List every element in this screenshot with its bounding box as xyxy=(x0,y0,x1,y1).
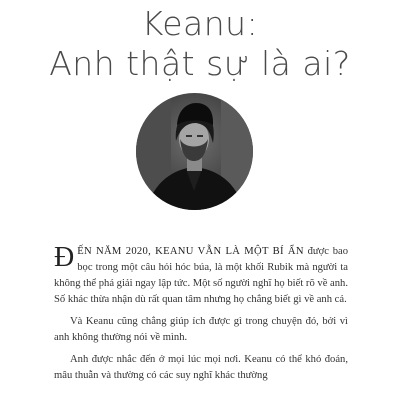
chapter-title xyxy=(0,4,400,84)
paragraph-1 xyxy=(54,244,348,308)
drop-cap: Đ xyxy=(54,242,75,273)
chapter-title-line-1: Keanu: xyxy=(141,4,259,43)
paragraph-2: Và Keanu cũng chẳng giúp ích được gì trong chuyện đó, bởi vì anh không thường nói về mình. xyxy=(54,316,348,343)
paragraph-3: Anh được nhắc đến ở mọi lúc mọi nơi. Keanu có thể khó đoán, mâu thuẫn và thường có các suy nghĩ khác thường xyxy=(54,354,348,381)
paragraph-1-text: được bao bọc trong một câu hỏi hóc búa, là một khối Rubik mà người ta không thể phá giải ngay lập tức. Một số người nghĩ họ biết rõ về anh. Số khác thừa nhận dù rất quan tâm nhưng họ chẳng biết gì về anh cả. xyxy=(54,246,348,305)
chapter-title-line-2: Anh thật sự là ai? xyxy=(49,44,351,83)
paragraph-1-lead: ẾN NĂM 2020, KEANU VẪN LÀ MỘT BÍ ẨN xyxy=(77,246,304,257)
portrait-photo xyxy=(136,93,253,210)
chapter-body xyxy=(54,244,348,390)
